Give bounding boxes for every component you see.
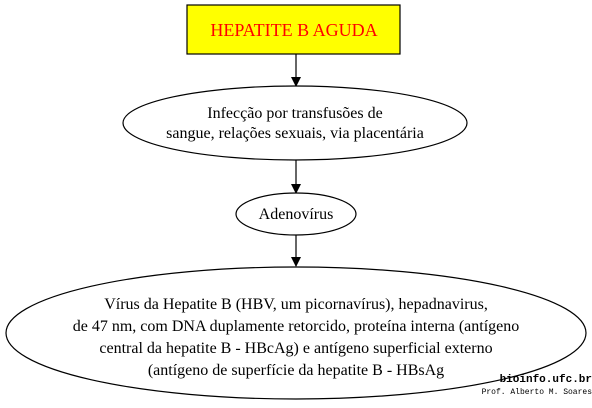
infection-ellipse (123, 86, 467, 160)
title-node (187, 5, 400, 54)
virus-line-4: (antígeno de superfície da hepatite B - HBsAg (147, 362, 445, 379)
virus-line-2: de 47 nm, com DNA duplamente retorcido, proteína interna (antígeno (72, 318, 520, 335)
virus-line-3: central da hepatite B - HBcAg) e antígeno superficial externo (99, 340, 493, 357)
watermark-site: bioinfo.ufc.br (499, 374, 592, 386)
title-label: HEPATITE B AGUDA (210, 20, 378, 40)
virus-line-1: Vírus da Hepatite B (HBV, um picornavírus), hepadnavirus, (104, 296, 488, 313)
watermark-author: Prof. Alberto M. Soares (481, 388, 592, 397)
infection-line-2: sangue, relações sexuais, via placentária (166, 125, 424, 142)
adenovirus-label: Adenovírus (258, 206, 334, 223)
infection-node (123, 86, 467, 160)
infection-line-1: Infecção por transfusões de (207, 105, 383, 122)
adenovirus-node (236, 193, 356, 235)
